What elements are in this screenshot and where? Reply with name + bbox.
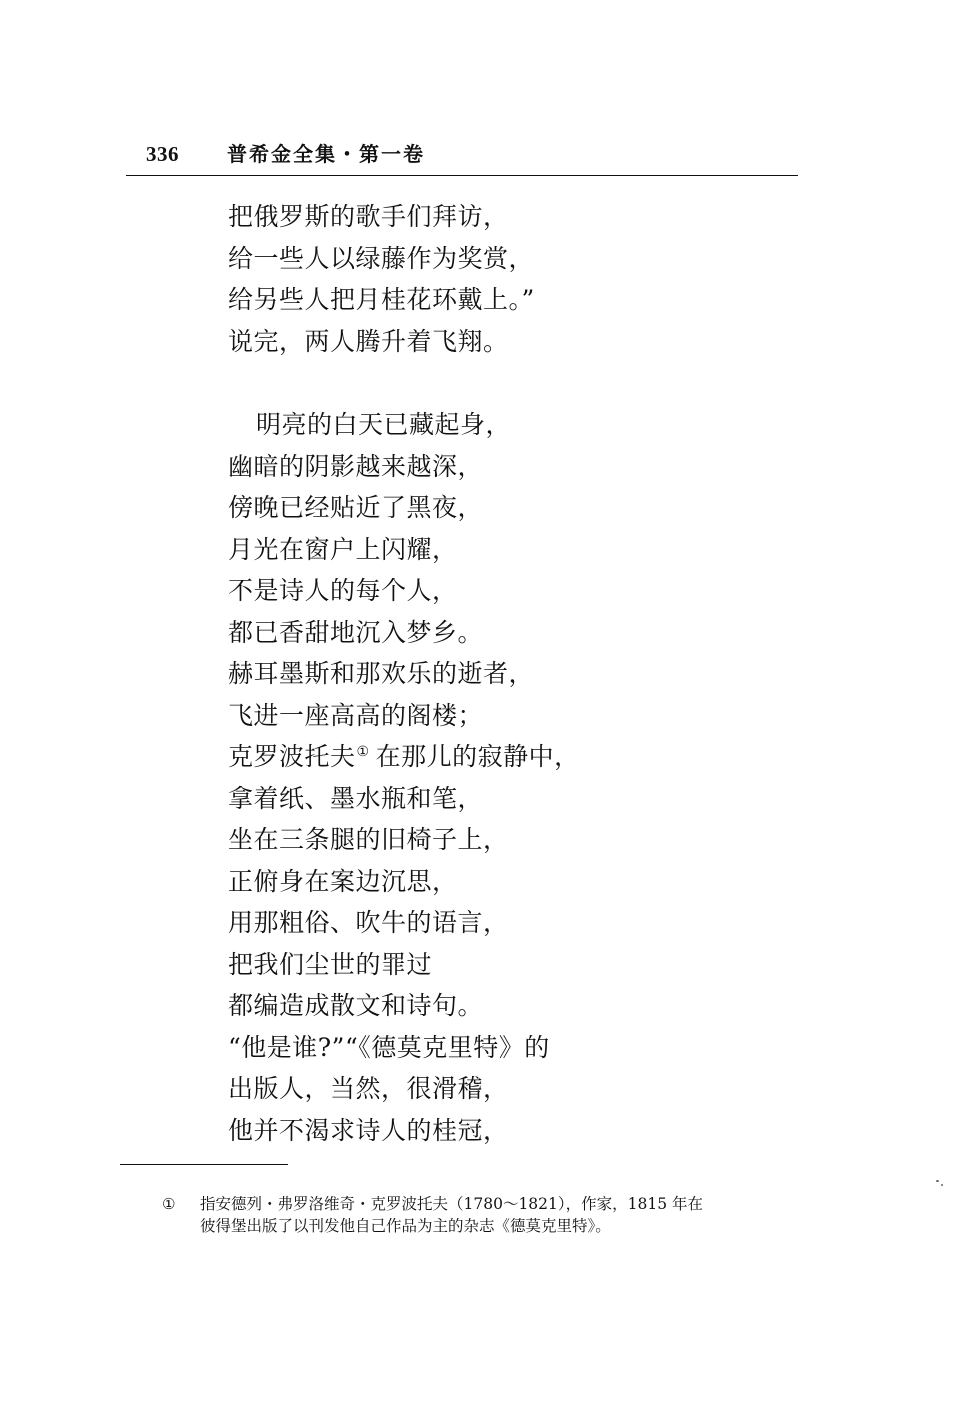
footnote-marker: ① (162, 1195, 176, 1213)
poem-line: 赫耳墨斯和那欢乐的逝者， (228, 659, 535, 688)
poem-line: 飞进一座高高的阁楼； (228, 700, 484, 730)
stanza-2 (228, 404, 580, 1151)
poem-line: 用那粗俗、吹牛的语言， (228, 908, 509, 937)
poem-line: 给一些人以绿藤作为奖赏， (228, 243, 535, 273)
footnote-line-1 (162, 1193, 802, 1215)
poem-line-with-footnote (228, 736, 580, 778)
stanza-1 (228, 196, 535, 362)
scan-speck (941, 1184, 943, 1186)
footnote-line-2: 彼得堡出版了以刊发他自己作品为主的杂志《德莫克里特》。 (200, 1217, 611, 1235)
poem-line: 都编造成散文和诗句。 (228, 991, 484, 1020)
footnote (162, 1193, 802, 1237)
poem-line: 把俄罗斯的歌手们拜访， (228, 202, 509, 231)
poem-line: 幽暗的阴影越来越深， (228, 451, 484, 481)
poem-line: 他并不渴求诗人的桂冠， (228, 1115, 509, 1145)
header-rule (126, 175, 798, 176)
poem-line: 出版人，当然，很滑稽， (228, 1074, 509, 1103)
poem-line-end: 在那儿的寂静中， (375, 742, 580, 771)
poem-line: 傍晚已经贴近了黑夜， (228, 493, 484, 522)
footnote-reference[interactable]: ① (356, 743, 370, 760)
poem-line: “他是谁?”“《德莫克里特》的 (228, 1032, 550, 1062)
scan-speck (936, 1180, 939, 1182)
page-header (146, 138, 425, 168)
poem-line: 月光在窗户上闪耀， (228, 534, 458, 564)
poem-line: 坐在三条腿的旧椅子上， (228, 825, 509, 854)
page-number: 336 (146, 142, 179, 166)
poem-line: 明亮的白天已藏起身， (256, 410, 512, 439)
running-head: 普希金全集・第一卷 (227, 142, 425, 166)
poem-line: 都已香甜地沉入梦乡。 (228, 617, 484, 647)
poem-line: 不是诗人的每个人， (228, 576, 458, 605)
poem-line: 说完，两人腾升着飞翔。 (228, 326, 509, 356)
footnote-text-1: 指安德列・弗罗洛维奇・克罗波托夫（1780～1821），作家，1815 年在 (200, 1195, 704, 1213)
poem-line-start: 克罗波托夫 (228, 742, 356, 771)
poem-line: 把我们尘世的罪过 (228, 949, 433, 979)
poem-line: 给另些人把月桂花环戴上。” (228, 285, 535, 314)
footnote-rule (120, 1164, 288, 1165)
poem-line: 拿着纸、墨水瓶和笔， (228, 783, 484, 813)
poem-line: 正俯身在案边沉思， (228, 866, 458, 896)
